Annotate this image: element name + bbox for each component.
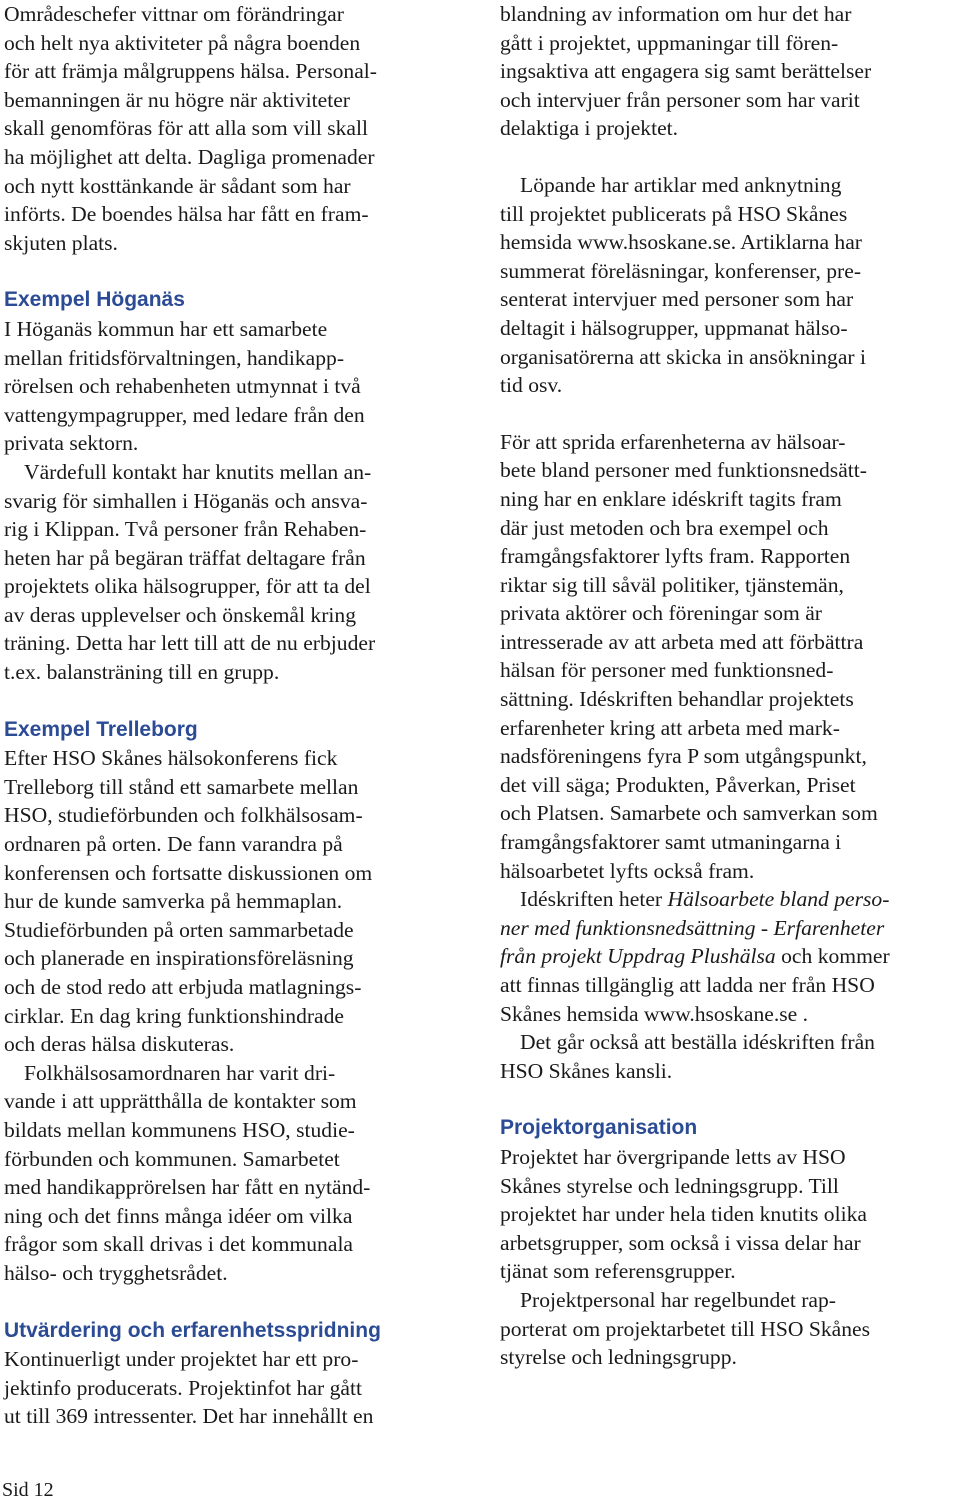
italic-title: från projekt Uppdrag Plushälsa	[500, 944, 776, 969]
text-line	[500, 916, 884, 940]
text-line: arbetsgrupper, som också i vissa delar har	[500, 1230, 861, 1255]
paragraph-hoganas	[4, 315, 459, 458]
text-line: ut till 369 intressenter. Det har innehållt en	[4, 1404, 374, 1429]
text-line: där just metoden och bra exempel och	[500, 515, 829, 540]
paragraph-ideskrift-titel	[500, 885, 956, 1028]
text-line: förbunden och kommunen. Samarbetet	[4, 1146, 340, 1171]
text-line: och de stod redo att erbjuda matlagnings-	[4, 975, 362, 999]
text-line: För att sprida erfarenheterna av hälsoar-	[500, 429, 846, 454]
text-line: ning har en enklare idéskrift tagits fram	[500, 486, 842, 511]
text-line: och intervjuer från personer som har varit	[500, 87, 860, 112]
left-column	[4, 0, 459, 1431]
text-line: framgångsfaktorer samt utmaningarna i	[500, 830, 842, 855]
text-line: det vill säga; Produkten, Påverkan, Priset	[500, 772, 856, 797]
text-line: framgångsfaktorer lyfts fram. Rapporten	[500, 544, 851, 569]
text-line: I Höganäs kommun har ett samarbete	[4, 316, 328, 341]
text-line: ingsaktiva att engagera sig samt berättelser	[500, 59, 872, 84]
paragraph-folkhalsosamordnaren	[4, 1059, 459, 1288]
paragraph-boenden	[4, 0, 459, 257]
text-line: träning. Detta har lett till att de nu erbjuder	[4, 631, 376, 656]
text-line: nadsföreningens fyra P som utgångspunkt,	[500, 744, 867, 769]
text-line: organisatörerna att skicka in ansökningar i	[500, 344, 866, 369]
text-line: till projektet publicerats på HSO Skånes	[500, 201, 848, 226]
paragraph-ideskrift	[500, 428, 956, 886]
text-line: Områdeschefer vittnar om förändringar	[4, 2, 344, 26]
text-line: rörelsen och rehabenheten utmynnat i två	[4, 374, 361, 399]
text-line: HSO Skånes kansli.	[500, 1058, 673, 1083]
text-line: mellan fritidsförvaltningen, handikapp-	[4, 345, 345, 370]
text-line: senterat intervjuer med personer som har	[500, 287, 854, 312]
text-line: intresserade av att arbeta med att förbättra	[500, 629, 864, 654]
text-line: Efter HSO Skånes hälsokonferens fick	[4, 746, 338, 771]
paragraph-bestalla	[500, 1028, 956, 1085]
text-line: svarig för simhallen i Höganäs och ansva-	[4, 488, 368, 513]
text-line: jektinfo producerats. Projektinfot har gått	[4, 1375, 362, 1400]
text-line: och helt nya aktiviteter på några boenden	[4, 30, 361, 55]
text-line: Löpande har artiklar med anknytning	[520, 172, 842, 197]
text-line: HSO, studieförbunden och folkhälsosam-	[4, 803, 363, 828]
text-line: bemanningen är nu högre när aktiviteter	[4, 87, 350, 112]
text-line: ordnaren på orten. De fann varandra på	[4, 832, 343, 857]
text-line: bete bland personer med funktionsnedsätt-	[500, 458, 867, 483]
text-line: för att främja målgruppens hälsa. Personal-	[4, 59, 377, 84]
text-line: gått i projektet, uppmaningar till fören-	[500, 30, 839, 55]
text-line: sättning. Idéskriften behandlar projektets	[500, 687, 854, 712]
text-span: och kommer	[775, 944, 890, 969]
text-line: bildats mellan kommunens HSO, studie-	[4, 1117, 355, 1142]
text-line: vande i att upprätthålla de kontakter som	[4, 1089, 357, 1114]
text-line: Värdefull kontakt har knutits mellan an-	[24, 459, 372, 484]
text-line: konferensen och fortsatte diskussionen om	[4, 860, 373, 885]
text-line: skall genomföras för att alla som vill skall	[4, 116, 369, 141]
text-line: deltagit i hälsogrupper, uppmanat hälso-	[500, 315, 848, 340]
text-line: Kontinuerligt under projektet har ett pro-	[4, 1347, 359, 1372]
text-line: porterat om projektarbetet till HSO Skånes	[500, 1316, 871, 1341]
paragraph-blandning	[500, 0, 956, 143]
text-line: att finnas tillgänglig att ladda ner från HSO	[500, 973, 875, 997]
heading-utvardering: Utvärdering och erfarenhetsspridning	[4, 1318, 381, 1342]
text-line: Projektet har övergripande letts av HSO	[500, 1144, 846, 1169]
text-line: hur de kunde samverka på hemmaplan.	[4, 889, 343, 914]
text-line: och Platsen. Samarbete och samverkan som	[500, 801, 878, 826]
heading-exempel-hoganas: Exempel Höganäs	[4, 288, 185, 312]
text-line: hemsida www.hsoskane.se. Artiklarna har	[500, 230, 863, 255]
text-line: Skånes styrelse och ledningsgrupp. Till	[500, 1173, 839, 1198]
text-line: styrelse och ledningsgrupp.	[500, 1345, 737, 1370]
paragraph-projektpersonal	[500, 1286, 956, 1372]
text-line: heten har på begäran träffat deltagare från	[4, 545, 366, 570]
paragraph-artiklar	[500, 171, 956, 400]
text-line: Trelleborg till stånd ett samarbete mellan	[4, 774, 359, 799]
text-line: riktar sig till såväl politiker, tjänstemän,	[500, 572, 844, 597]
text-line: Studieförbunden på orten sammarbetade	[4, 917, 354, 942]
text-line: vattengympagrupper, med ledare från den	[4, 402, 365, 427]
text-line: t.ex. balansträning till en grupp.	[4, 660, 280, 685]
paragraph-kontakt	[4, 458, 459, 687]
text-line: tjänat som referensgrupper.	[500, 1259, 736, 1284]
heading-exempel-trelleborg: Exempel Trelleborg	[4, 717, 198, 741]
page-number: Sid 12	[2, 1479, 54, 1501]
text-span: Idéskriften heter	[520, 887, 668, 912]
text-line: delaktiga i projektet.	[500, 116, 679, 141]
text-line: privata aktörer och föreningar som är	[500, 601, 822, 626]
text-line: och planerade en inspirationsföreläsning	[4, 946, 354, 971]
text-line: av deras upplevelser och önskemål kring	[4, 602, 356, 627]
paragraph-projektinfo	[4, 1345, 459, 1431]
text-line: ning och det finns många idéer om vilka	[4, 1203, 353, 1228]
text-line: Skånes hemsida www.hsoskane.se .	[500, 1001, 809, 1026]
text-line: skjuten plats.	[4, 230, 118, 255]
text-line: summerat föreläsningar, konferenser, pre-	[500, 258, 862, 283]
text-line: projektet har under hela tiden knutits olika	[500, 1202, 867, 1227]
paragraph-projektorganisation	[500, 1143, 956, 1286]
text-line: rig i Klippan. Två personer från Rehaben-	[4, 517, 367, 542]
text-line: ha möjlighet att delta. Dagliga promenader	[4, 144, 375, 169]
text-line	[520, 887, 889, 911]
text-line: tid osv.	[500, 373, 563, 398]
text-line: införts. De boendes hälsa har fått en fram-	[4, 202, 369, 227]
text-line: cirklar. En dag kring funktionshindrade	[4, 1003, 345, 1028]
heading-projektorganisation: Projektorganisation	[500, 1116, 698, 1140]
text-line: hälsan för personer med funktionsned-	[500, 658, 834, 683]
text-line: erfarenheter kring att arbeta med mark-	[500, 715, 840, 740]
text-line: Projektpersonal har regelbundet rap-	[520, 1287, 836, 1312]
text-line: Det går också att beställa idéskriften från	[520, 1030, 875, 1055]
text-line: och nytt kosttänkande är sådant som har	[4, 173, 351, 198]
text-line: och deras hälsa diskuteras.	[4, 1032, 235, 1057]
paragraph-trelleborg	[4, 744, 459, 1059]
text-line: frågor som skall drivas i det kommunala	[4, 1232, 354, 1257]
text-line: Folkhälsosamordnaren har varit dri-	[24, 1060, 336, 1085]
text-line: hälsoarbetet lyfts också fram.	[500, 858, 755, 883]
text-line: med handikapprörelsen har fått en nytänd-	[4, 1175, 371, 1200]
right-column	[500, 0, 956, 1372]
text-line: hälso- och trygghetsrådet.	[4, 1260, 228, 1285]
text-line	[500, 944, 890, 968]
italic-title: Hälsoarbete bland perso-	[667, 887, 890, 912]
text-line: privata sektorn.	[4, 431, 139, 456]
text-line: projektets olika hälsogrupper, för att ta del	[4, 574, 371, 599]
text-line: blandning av information om hur det har	[500, 2, 852, 26]
italic-title: ner med funktionsnedsättning - Erfarenheter	[500, 915, 885, 940]
